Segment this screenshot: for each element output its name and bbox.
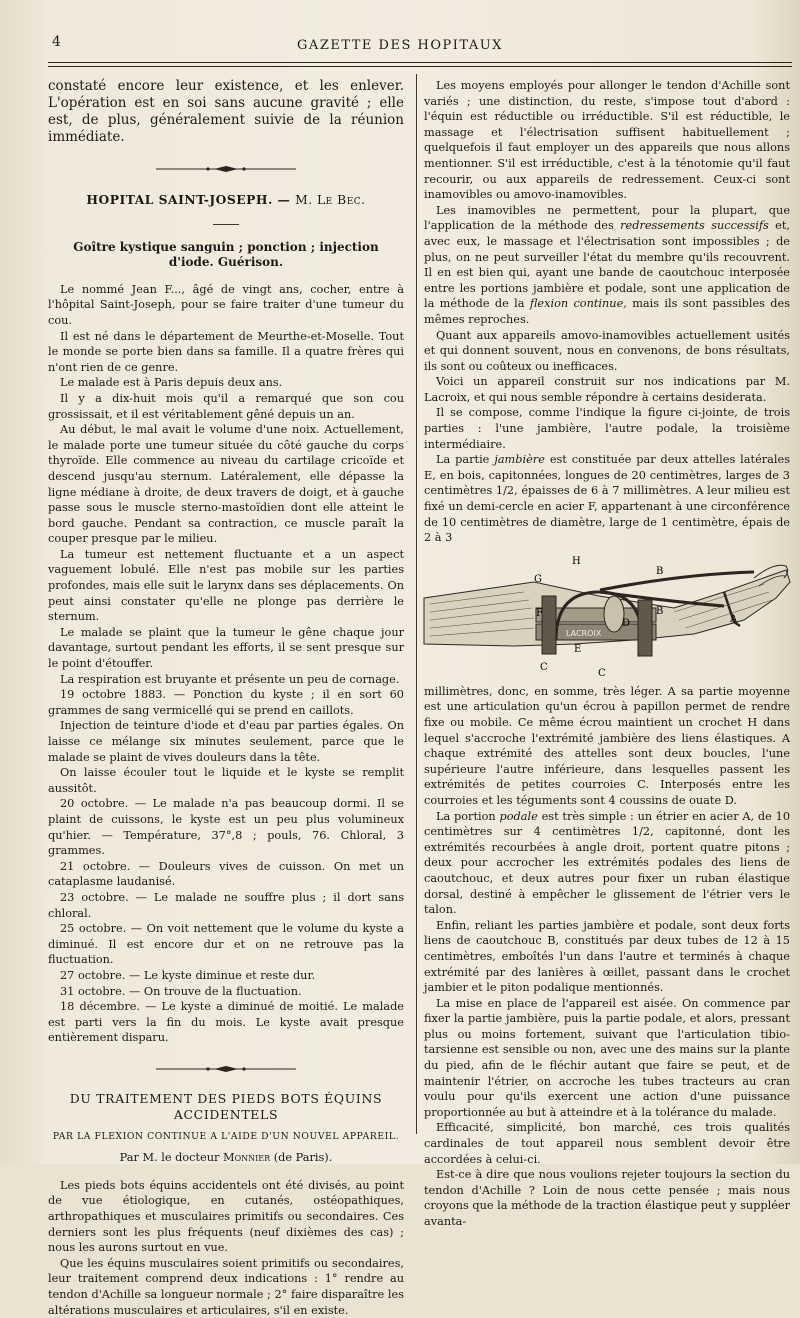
hospital-author: M. Le Bec. <box>295 192 366 207</box>
article-paragraph: Que les équins musculaires soient primitifs ou secondaires, leur traitement comprend deux indications : 1° rendre au tendon d'Achille sa longueur normale ; 2° faire disparaître les altérations musculaires et articulaires, s'il en existe. <box>48 1256 404 1317</box>
right-column <box>424 78 790 1230</box>
case-paragraph: 31 octobre. — On trouve de la fluctuation. <box>60 984 302 998</box>
article-paragraph: La mise en place de l'appareil est aisée. On commence par fixer la partie jambière, puis la partie podale, et alors, pressant plus ou moins fortement, suivant que l'articulation tibio-tarsienne est sensible ou non, avec une des mains sur la plante du pied, afin de le fléchir autant que faire se peut, et de maintenir l'étrier, on accroche les tubes tracteurs au cran voulu pour qu'ils exercent une action d'une puissance proportionnée au but à atteindre et à la tolérance du malade. <box>424 996 790 1119</box>
ornament-rule-icon <box>156 165 296 173</box>
hospital-name: HOPITAL SAINT-JOSEPH. — <box>86 191 291 207</box>
figure-label-b-lower: B <box>656 605 664 617</box>
case-paragraph: La respiration est bruyante et présente un peu de cornage. <box>60 672 400 686</box>
byline-prefix: Par M. le docteur <box>119 1151 220 1165</box>
ornament-rule-icon <box>156 1065 296 1073</box>
case-title: Goître kystique sanguin ; ponction ; injection d'iode. Guérison. <box>73 239 379 269</box>
figure-label-h: H <box>572 555 581 567</box>
case-report <box>48 282 404 1046</box>
case-paragraph: Le nommé Jean F..., âgé de vingt ans, cocher, entre à l'hôpital Saint-Joseph, pour se faire traiter d'une tumeur du cou. <box>48 282 404 327</box>
article-paragraph: Enfin, reliant les parties jambière et podale, sont deux forts liens de caoutchouc B, constitués par deux tubes de 12 à 15 centimètres, emboîtés l'un dans l'autre et terminés à chaque extrémité par des lanières à œillet, passant dans le crochet jambier et le piton podalique mentionnés. <box>424 918 790 995</box>
case-paragraph: 21 octobre. — Douleurs vives de cuisson. On met un cataplasme laudanisé. <box>48 859 404 889</box>
column-divider <box>416 74 417 1134</box>
text-run: La partie <box>436 453 490 467</box>
figure-label-b-upper: B <box>656 565 664 577</box>
emphasis: redressements successifs <box>620 219 769 233</box>
article-paragraph: Les pieds bots équins accidentels ont été divisés, au point de vue étiologique, en cutanés, ostéopathiques, arthropathiques et musculaires primitifs ou secondaires. Ces derniers sont les plus fréquents (neuf dixièmes des cas) ; nous les aurons surtout en vue. <box>48 1178 404 1255</box>
case-paragraph: 19 octobre 1883. — Ponction du kyste ; il en sort 60 grammes de sang vermicellé qui se prend en caillots. <box>48 688 404 717</box>
figure-label-e: E <box>574 643 582 655</box>
article-paragraph <box>424 203 790 328</box>
text-run: et, avec eux, le massage et l'électrisation sont impossibles ; de plus, on ne peut surveiller l'état du membre qu'ils recouvrent. Il en est bien qui, ayant une bande de caoutchouc interposée entre les portions jambière et podale, sont une application de la méthode de la <box>424 219 790 311</box>
figure-label-d: D <box>622 617 631 629</box>
emphasis: podale <box>499 809 538 823</box>
article-paragraph: Les moyens employés pour allonger le tendon d'Achille sont variés ; une distinction, du reste, s'impose tout d'abord : l'équin est réductible ou irréductible. S'il est réductible, le massage et l'électrisation suffisent habituellement ; quelquefois il faut employer un des appareils que nous allons mentionner. S'il est irréductible, c'est à la ténotomie qu'il faut recourir, ou aux appareils de redressement. Ceux-ci sont inamovibles ou amovo-inamovibles. <box>424 79 790 202</box>
left-column <box>48 78 404 1318</box>
figure-label-c-left: C <box>540 661 548 673</box>
article-paragraph: Voici un appareil construit sur nos indications par M. Lacroix, et qui nous semble répondre à certains desiderata. <box>424 375 790 404</box>
article-paragraph: Quant aux appareils amovo-inamovibles actuellement usités et qui donnent souvent, nous en convenons, de bons résultats, ils sont ou coûteux ou inefficaces. <box>424 328 790 373</box>
case-paragraph: On laisse écouler tout le liquide et le kyste se remplit aussitôt. <box>48 766 404 795</box>
article-paragraph: Il se compose, comme l'indique la figure ci-jointe, de trois parties : l'une jambière, l'autre podale, la troisième intermédiaire. <box>424 406 790 451</box>
heading-dash <box>48 214 404 230</box>
case-paragraph: 27 octobre. — Le kyste diminue et reste dur. <box>60 968 316 982</box>
byline-city: (de Paris). <box>273 1151 333 1165</box>
text-run: est très simple : un étrier en acier A, de 10 centimètres sur 4 centimètres 1/2, capitonné, dont les extrémités recourbées à angle droit, portent quatre pitons ; deux pour accrocher les extrémités podales des liens de caoutchouc, et deux autres pour fixer un ruban élastique dorsal, destiné à empêcher le glissement de l'étrier vers le talon. <box>424 809 791 917</box>
header-rule <box>48 62 792 63</box>
case-paragraph: Injection de teinture d'iode et d'eau par parties égales. On laisse ce mélange six minutes seulement, parce que le malade se plaint de vives douleurs dans la tête. <box>48 719 404 764</box>
article-paragraph: Est-ce à dire que nous voulions rejeter toujours la section du tendon d'Achille ? Loin de nous cette pensée ; mais nous croyons que la méthode de la traction élastique peut y suppléer avanta- <box>424 1168 790 1228</box>
emphasis: jambière <box>494 453 545 467</box>
section-ornament <box>48 1062 404 1078</box>
figure-label-f: F <box>536 607 543 619</box>
case-paragraph: Le malade est à Paris depuis deux ans. <box>60 376 283 390</box>
article-paragraph <box>424 452 790 546</box>
case-paragraph: 20 octobre. — Le malade n'a pas beaucoup dormi. Il se plaint de cuissons, le kyste est un peu plus volumineux qu'hier. — Température, 37°,8 ; pouls, 76. Chloral, 3 grammes. <box>48 797 404 858</box>
case-paragraph: Le malade se plaint que la tumeur le gêne chaque jour davantage, surtout pendant les efforts, il se sent presque sur le point d'étouffer. <box>48 625 404 671</box>
figure-label-g: G <box>534 573 542 585</box>
figure-label-a: A <box>730 613 738 625</box>
text-run: La portion <box>436 809 496 823</box>
byline-author: Monnier <box>223 1151 271 1165</box>
text-run: mais ils sont passibles des mêmes reproches. <box>424 297 790 326</box>
article-subtitle: PAR LA FLEXION CONTINUE A L'AIDE D'UN NOUVEL APPAREIL. <box>52 1130 400 1142</box>
header-rule-thin <box>48 66 792 67</box>
figure-label-c-right: C <box>598 667 606 679</box>
case-paragraph: Au début, le mal avait le volume d'une noix. Actuellement, le malade porte une tumeur située du côté gauche du corps thyroïde. Elle commence au niveau du cartilage cricoïde et descend jusqu'au sternum. Latéralement, elle dépasse la ligne médiane à droite, de deux travers de doigt, et à gauche passe sous le muscle sterno-mastoïdien dont elle atteint le bord gauche. Pendant sa contraction, ce muscle paraît la couper presque par le milieu. <box>48 423 404 546</box>
text-run: est constituée par deux attelles latérales E, en bois, capitonnées, longues de 20 centimètres, larges de 3 centimètres 1/2, épaisses de 6 à 7 millimètres. A leur milieu est fixé un demi-cercle en acier F, appartenant à une circonférence de 10 centimètres de diamètre, large de 1 centimètre, épais de 2 à 3 <box>424 453 790 545</box>
maker-mark: LACROIX <box>566 628 602 638</box>
continuation-paragraph: constaté encore leur existence, et les enlever. L'opération est en soi sans aucune gravité ; elle est, de plus, généralement suivie de la réunion immédiate. <box>48 78 404 145</box>
article-paragraph: Efficacité, simplicité, bon marché, ces trois qualités cardinales de tout appareil nous semblent devoir être accordées à celui-ci. <box>424 1121 790 1166</box>
text-run: Les inamovibles ne permettent, pour la plupart, que l'application de la méthode des <box>424 203 790 233</box>
page-number: 4 <box>52 34 61 50</box>
emphasis: flexion continue, <box>529 297 627 311</box>
article-paragraph: millimètres, donc, en somme, très léger. A sa partie moyenne est une articulation qu'un écrou à papillon permet de rendre fixe ou mobile. Ce même écrou maintient un crochet H dans lequel s'accroche l'extrémité jambière des liens élastiques. A chaque extrémité des attelles sont deux boucles, l'une supérieure l'autre inférieure, dans lesquelles passent les extrémités de petites courroies C. Interposés entre les courroies et les téguments sont 4 coussins de ouate D. <box>424 684 790 807</box>
article-title: DU TRAITEMENT DES PIEDS BOTS ÉQUINS ACCIDENTELS <box>69 1091 383 1123</box>
article-paragraph <box>424 809 790 918</box>
case-paragraph: 23 octobre. — Le malade ne souffre plus ; il dort sans chloral. <box>48 890 404 920</box>
case-paragraph: La tumeur est nettement fluctuante et a un aspect vaguement lobulé. Elle n'est pas mobile sur les parties profondes, mais elle suit le larynx dans ses déplacements. On peut ainsi constater qu'elle ne plonge pas derrière le sternum. <box>48 547 404 624</box>
case-paragraph: Il est né dans le département de Meurthe-et-Moselle. Tout le monde se porte bien dans sa famille. Il a quatre frères qui n'ont rien de ce genre. <box>48 329 404 374</box>
hospital-heading <box>48 192 404 209</box>
case-paragraph: 18 décembre. — Le kyste a diminué de moitié. Le malade est parti vers la fin du mois. Le kyste avait presque entièrement disparu. <box>48 1000 404 1045</box>
case-paragraph: Il y a dix-huit mois qu'il a remarqué que son cou grossissait, et il est véritablement gêné depuis un an. <box>48 391 404 421</box>
brace-apparatus-figure <box>424 552 790 680</box>
case-paragraph: 25 octobre. — On voit nettement que le volume du kyste a diminué. Il est encore dur et on ne retrouve pas la fluctuation. <box>48 922 404 967</box>
running-title: GAZETTE DES HOPITAUX <box>297 38 503 53</box>
section-ornament <box>48 162 404 178</box>
article-byline <box>48 1150 404 1166</box>
